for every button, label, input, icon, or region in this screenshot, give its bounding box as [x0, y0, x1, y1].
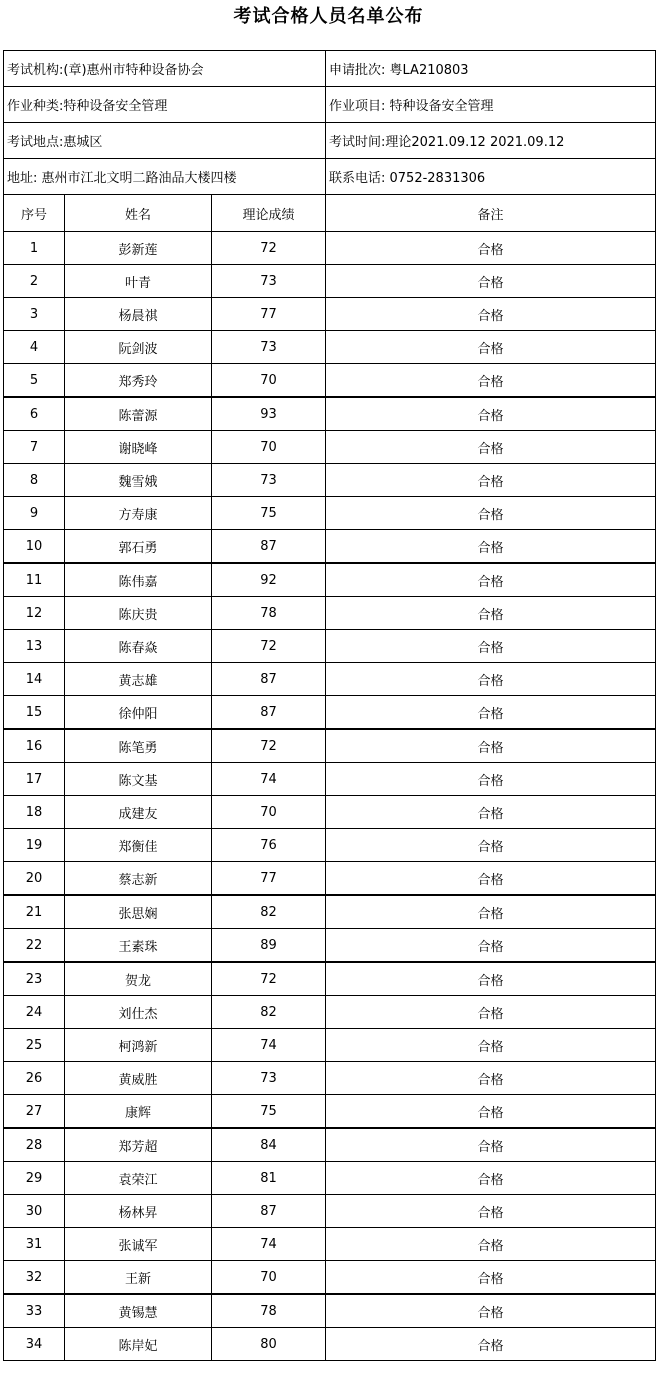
- remark: 合格: [326, 1294, 656, 1328]
- person-name: 谢晓峰: [65, 431, 212, 464]
- person-name: 彭新莲: [65, 232, 212, 265]
- row-index: 16: [4, 729, 65, 763]
- row-index: 23: [4, 962, 65, 996]
- theory-score: 87: [212, 530, 326, 564]
- row-index: 8: [4, 464, 65, 497]
- work-item: 作业项目: 特种设备安全管理: [326, 87, 656, 123]
- theory-score: 73: [212, 265, 326, 298]
- table-row: [4, 397, 656, 431]
- theory-score: 77: [212, 298, 326, 331]
- row-index: 29: [4, 1162, 65, 1195]
- table-row: [4, 1029, 656, 1062]
- remark: 合格: [326, 1029, 656, 1062]
- person-name: 袁荣江: [65, 1162, 212, 1195]
- column-header-name: 姓名: [65, 195, 212, 232]
- results-table: [3, 50, 656, 1361]
- table-row: [4, 1195, 656, 1228]
- table-row: [4, 1328, 656, 1361]
- theory-score: 78: [212, 1294, 326, 1328]
- exam-location: 考试地点:惠城区: [4, 123, 326, 159]
- person-name: 黄锡慧: [65, 1294, 212, 1328]
- remark: 合格: [326, 895, 656, 929]
- theory-score: 74: [212, 1029, 326, 1062]
- row-index: 30: [4, 1195, 65, 1228]
- theory-score: 93: [212, 397, 326, 431]
- table-row: [4, 929, 656, 963]
- row-index: 3: [4, 298, 65, 331]
- table-row: [4, 996, 656, 1029]
- row-index: 20: [4, 862, 65, 896]
- person-name: 王素珠: [65, 929, 212, 963]
- exam-time: 考试时间:理论2021.09.12 2021.09.12: [326, 123, 656, 159]
- table-row: [4, 265, 656, 298]
- row-index: 28: [4, 1128, 65, 1162]
- row-index: 9: [4, 497, 65, 530]
- person-name: 阮剑波: [65, 331, 212, 364]
- remark: 合格: [326, 530, 656, 564]
- table-row: [4, 895, 656, 929]
- theory-score: 73: [212, 1062, 326, 1095]
- row-index: 25: [4, 1029, 65, 1062]
- person-name: 张诚军: [65, 1228, 212, 1261]
- work-type: 作业种类:特种设备安全管理: [4, 87, 326, 123]
- person-name: 杨林昇: [65, 1195, 212, 1228]
- remark: 合格: [326, 829, 656, 862]
- column-header-index: 序号: [4, 195, 65, 232]
- person-name: 徐仲阳: [65, 696, 212, 730]
- remark: 合格: [326, 298, 656, 331]
- row-index: 24: [4, 996, 65, 1029]
- person-name: 张思娴: [65, 895, 212, 929]
- remark: 合格: [326, 1261, 656, 1295]
- theory-score: 74: [212, 1228, 326, 1261]
- table-row: [4, 464, 656, 497]
- theory-score: 82: [212, 895, 326, 929]
- remark: 合格: [326, 364, 656, 398]
- row-index: 33: [4, 1294, 65, 1328]
- row-index: 17: [4, 763, 65, 796]
- theory-score: 89: [212, 929, 326, 963]
- row-index: 4: [4, 331, 65, 364]
- table-row: [4, 1128, 656, 1162]
- remark: 合格: [326, 1228, 656, 1261]
- row-index: 21: [4, 895, 65, 929]
- remark: 合格: [326, 996, 656, 1029]
- theory-score: 72: [212, 729, 326, 763]
- remark: 合格: [326, 464, 656, 497]
- exam-org: 考试机构:(章)惠州市特种设备协会: [4, 51, 326, 87]
- theory-score: 72: [212, 962, 326, 996]
- table-row: [4, 630, 656, 663]
- info-row-address: [4, 159, 656, 195]
- table-row: [4, 1095, 656, 1129]
- row-index: 13: [4, 630, 65, 663]
- person-name: 康辉: [65, 1095, 212, 1129]
- remark: 合格: [326, 597, 656, 630]
- remark: 合格: [326, 563, 656, 597]
- info-row-type: [4, 87, 656, 123]
- theory-score: 78: [212, 597, 326, 630]
- row-index: 27: [4, 1095, 65, 1129]
- theory-score: 87: [212, 663, 326, 696]
- table-row: [4, 563, 656, 597]
- table-row: [4, 1294, 656, 1328]
- row-index: 18: [4, 796, 65, 829]
- theory-score: 73: [212, 331, 326, 364]
- row-index: 22: [4, 929, 65, 963]
- row-index: 2: [4, 265, 65, 298]
- table-row: [4, 1228, 656, 1261]
- column-header-score: 理论成绩: [212, 195, 326, 232]
- theory-score: 75: [212, 497, 326, 530]
- table-header-row: [4, 195, 656, 232]
- remark: 合格: [326, 1328, 656, 1361]
- person-name: 方寿康: [65, 497, 212, 530]
- table-row: [4, 962, 656, 996]
- remark: 合格: [326, 232, 656, 265]
- person-name: 杨晨祺: [65, 298, 212, 331]
- row-index: 15: [4, 696, 65, 730]
- person-name: 成建友: [65, 796, 212, 829]
- theory-score: 70: [212, 796, 326, 829]
- theory-score: 92: [212, 563, 326, 597]
- theory-score: 73: [212, 464, 326, 497]
- row-index: 7: [4, 431, 65, 464]
- person-name: 陈春焱: [65, 630, 212, 663]
- column-header-remark: 备注: [326, 195, 656, 232]
- person-name: 叶青: [65, 265, 212, 298]
- theory-score: 70: [212, 364, 326, 398]
- person-name: 郑芳超: [65, 1128, 212, 1162]
- table-row: [4, 862, 656, 896]
- remark: 合格: [326, 1095, 656, 1129]
- person-name: 陈伟嘉: [65, 563, 212, 597]
- table-row: [4, 696, 656, 730]
- table-row: [4, 729, 656, 763]
- person-name: 陈岸妃: [65, 1328, 212, 1361]
- remark: 合格: [326, 431, 656, 464]
- table-row: [4, 364, 656, 398]
- remark: 合格: [326, 796, 656, 829]
- table-row: [4, 331, 656, 364]
- row-index: 32: [4, 1261, 65, 1295]
- table-row: [4, 1062, 656, 1095]
- row-index: 34: [4, 1328, 65, 1361]
- contact-phone: 联系电话: 0752-2831306: [326, 159, 656, 195]
- remark: 合格: [326, 696, 656, 730]
- table-row: [4, 763, 656, 796]
- person-name: 魏雪娥: [65, 464, 212, 497]
- table-row: [4, 663, 656, 696]
- row-index: 10: [4, 530, 65, 564]
- person-name: 蔡志新: [65, 862, 212, 896]
- info-row-org: [4, 51, 656, 87]
- row-index: 14: [4, 663, 65, 696]
- theory-score: 75: [212, 1095, 326, 1129]
- person-name: 郑衡佳: [65, 829, 212, 862]
- theory-score: 70: [212, 1261, 326, 1295]
- remark: 合格: [326, 497, 656, 530]
- address: 地址: 惠州市江北文明二路油品大楼四楼: [4, 159, 326, 195]
- row-index: 31: [4, 1228, 65, 1261]
- person-name: 刘仕杰: [65, 996, 212, 1029]
- table-row: [4, 597, 656, 630]
- remark: 合格: [326, 265, 656, 298]
- row-index: 12: [4, 597, 65, 630]
- table-row: [4, 530, 656, 564]
- remark: 合格: [326, 397, 656, 431]
- remark: 合格: [326, 1162, 656, 1195]
- table-row: [4, 829, 656, 862]
- person-name: 贺龙: [65, 962, 212, 996]
- person-name: 黄威胜: [65, 1062, 212, 1095]
- table-row: [4, 232, 656, 265]
- remark: 合格: [326, 763, 656, 796]
- table-row: [4, 431, 656, 464]
- table-row: [4, 1261, 656, 1295]
- row-index: 26: [4, 1062, 65, 1095]
- table-row: [4, 1162, 656, 1195]
- theory-score: 81: [212, 1162, 326, 1195]
- theory-score: 80: [212, 1328, 326, 1361]
- person-name: 陈文基: [65, 763, 212, 796]
- theory-score: 76: [212, 829, 326, 862]
- remark: 合格: [326, 630, 656, 663]
- remark: 合格: [326, 962, 656, 996]
- remark: 合格: [326, 929, 656, 963]
- theory-score: 87: [212, 1195, 326, 1228]
- theory-score: 87: [212, 696, 326, 730]
- person-name: 黄志雄: [65, 663, 212, 696]
- approval-batch: 申请批次: 粤LA210803: [326, 51, 656, 87]
- row-index: 19: [4, 829, 65, 862]
- info-row-location: [4, 123, 656, 159]
- row-index: 5: [4, 364, 65, 398]
- theory-score: 72: [212, 232, 326, 265]
- theory-score: 72: [212, 630, 326, 663]
- person-name: 陈蕾源: [65, 397, 212, 431]
- remark: 合格: [326, 1195, 656, 1228]
- table-row: [4, 796, 656, 829]
- person-name: 柯鸿新: [65, 1029, 212, 1062]
- theory-score: 70: [212, 431, 326, 464]
- remark: 合格: [326, 729, 656, 763]
- table-row: [4, 497, 656, 530]
- remark: 合格: [326, 663, 656, 696]
- remark: 合格: [326, 1128, 656, 1162]
- theory-score: 82: [212, 996, 326, 1029]
- person-name: 陈庆贵: [65, 597, 212, 630]
- theory-score: 84: [212, 1128, 326, 1162]
- person-name: 王新: [65, 1261, 212, 1295]
- row-index: 1: [4, 232, 65, 265]
- theory-score: 74: [212, 763, 326, 796]
- remark: 合格: [326, 331, 656, 364]
- row-index: 6: [4, 397, 65, 431]
- theory-score: 77: [212, 862, 326, 896]
- page-title: 考试合格人员名单公布: [233, 6, 424, 27]
- row-index: 11: [4, 563, 65, 597]
- person-name: 郑秀玲: [65, 364, 212, 398]
- remark: 合格: [326, 1062, 656, 1095]
- table-row: [4, 298, 656, 331]
- person-name: 郭石勇: [65, 530, 212, 564]
- remark: 合格: [326, 862, 656, 896]
- person-name: 陈笔勇: [65, 729, 212, 763]
